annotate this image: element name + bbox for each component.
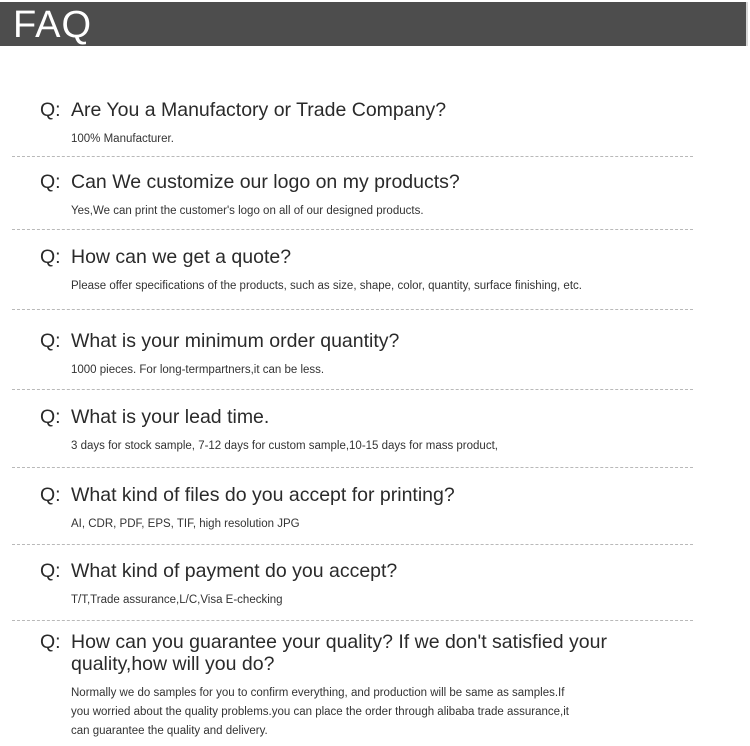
question-text: What is your lead time. [71,406,270,428]
answer-text: 3 days for stock sample, 7-12 days for custom sample,10-15 days for mass product, [71,440,498,452]
question-row [40,99,690,121]
dashed-divider [12,389,693,390]
question-row [40,406,690,428]
question-text: What kind of payment do you accept? [71,560,398,582]
answer-text: 1000 pieces. For long-termpartners,it can be less. [71,364,325,376]
question-prefix: Q: [40,99,61,121]
answer-text: T/T,Trade assurance,L/C,Visa E-checking [71,594,283,606]
question-row [40,631,690,675]
question-row [40,484,690,506]
question-row [40,171,690,193]
faq-item-files [40,484,690,534]
answer-text: 100% Manufacturer. [71,133,174,145]
faq-item-moq [40,330,690,380]
answer-text: AI, CDR, PDF, EPS, TIF, high resolution JPG [71,518,300,530]
page-title: FAQ [13,4,93,46]
dashed-divider [12,309,693,310]
question-text: How can we get a quote? [71,246,292,268]
question-prefix: Q: [40,171,61,193]
faq-item-logo [40,171,690,221]
question-text: Can We customize our logo on my products? [71,171,460,193]
dashed-divider [12,620,693,621]
answer-text: Yes,We can print the customer's logo on all of our designed products. [71,205,424,217]
question-prefix: Q: [40,560,61,582]
question-text: Are You a Manufactory or Trade Company? [71,99,447,121]
dashed-divider [12,544,693,545]
question-prefix: Q: [40,631,61,653]
question-row [40,560,690,582]
question-text: What is your minimum order quantity? [71,330,400,352]
dashed-divider [12,156,693,157]
question-row [40,330,690,352]
answer-text: Please offer specifications of the products, such as size, shape, color, quantity, surface finishing, etc. [71,280,582,292]
faq-item-quote [40,246,690,296]
dashed-divider [12,467,693,468]
question-text: How can you guarantee your quality? If we don't satisfied your quality,how will you do? [71,631,607,675]
question-prefix: Q: [40,484,61,506]
faq-item-quality [40,631,690,741]
question-prefix: Q: [40,330,61,352]
faq-item-manufactory [40,99,690,149]
faq-item-lead-time [40,406,690,456]
question-prefix: Q: [40,406,61,428]
dashed-divider [12,229,693,230]
question-text: What kind of files do you accept for printing? [71,484,455,506]
answer-text: Normally we do samples for you to confirm everything, and production will be same as samples.If you worried about the quality problems.you can place the order through alibaba trade assurance,it can guarantee the quality and delivery. [71,687,569,737]
question-row [40,246,690,268]
faq-item-payment [40,560,690,610]
question-prefix: Q: [40,246,61,268]
